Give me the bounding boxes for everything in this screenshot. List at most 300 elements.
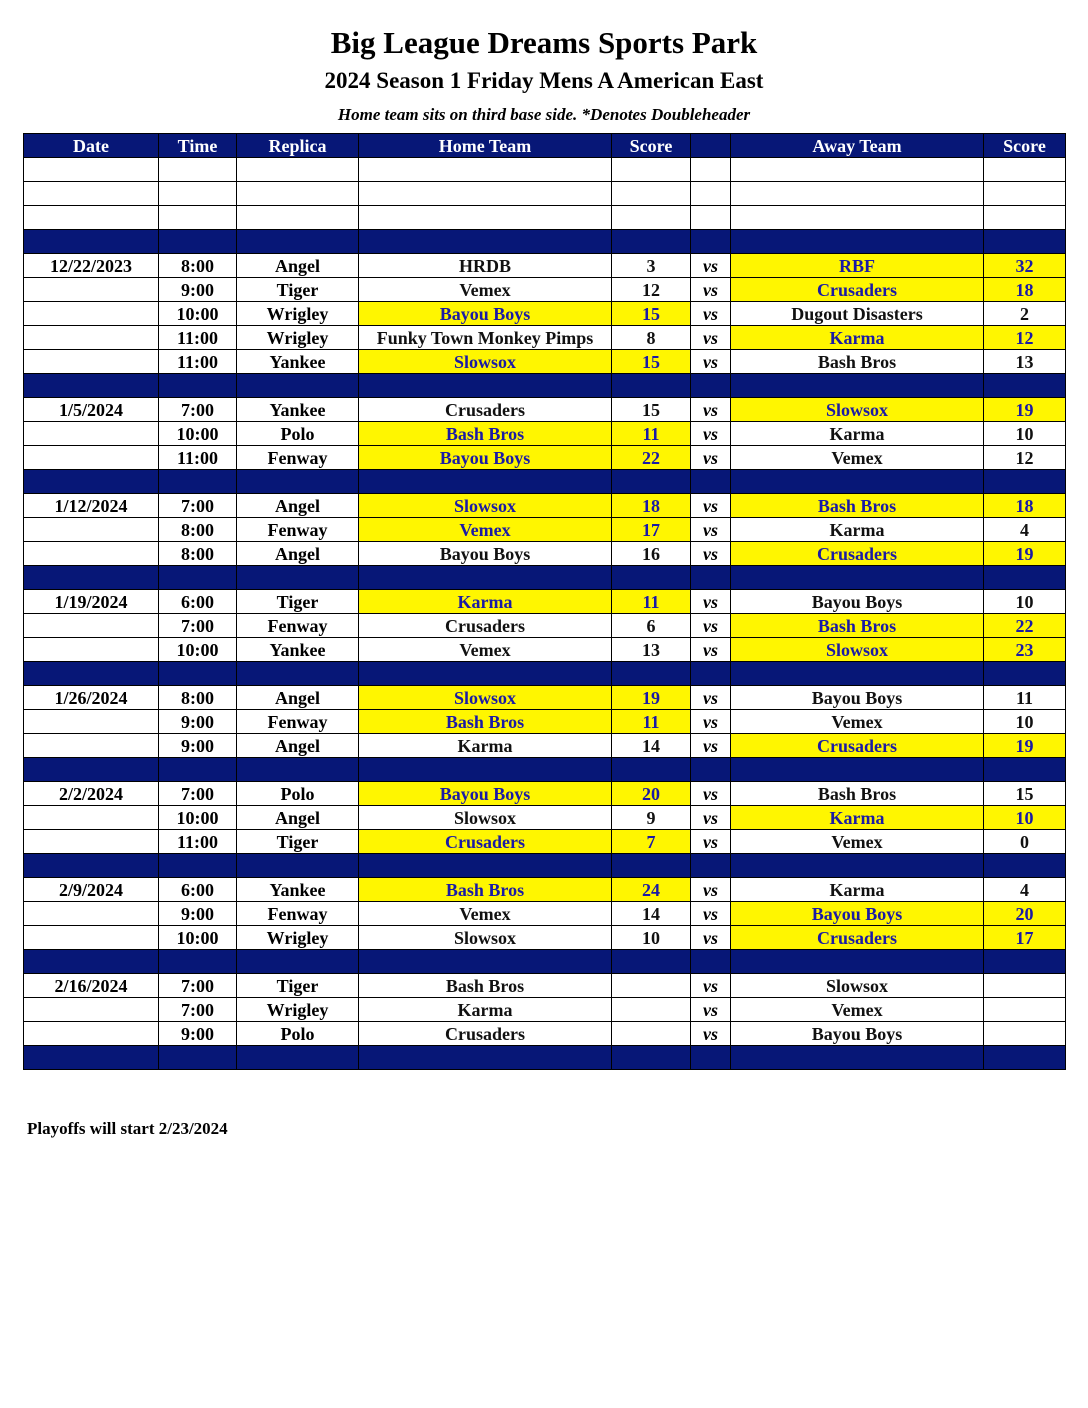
vs-label: vs	[691, 254, 731, 278]
game-replica-field: Fenway	[237, 710, 359, 734]
away-score: 19	[984, 734, 1066, 758]
home-score: 7	[612, 830, 691, 854]
home-score: 13	[612, 638, 691, 662]
empty-date-cell	[24, 710, 159, 734]
empty-cell	[159, 854, 237, 878]
home-score: 24	[612, 878, 691, 902]
empty-cell	[691, 950, 731, 974]
empty-cell	[359, 230, 612, 254]
vs-label: vs	[691, 638, 731, 662]
game-time: 6:00	[159, 878, 237, 902]
game-replica-field: Tiger	[237, 590, 359, 614]
empty-cell	[612, 662, 691, 686]
game-row	[24, 974, 1066, 998]
home-team: Bash Bros	[359, 710, 612, 734]
empty-cell	[24, 1046, 159, 1070]
empty-cell	[691, 230, 731, 254]
game-row	[24, 998, 1066, 1022]
empty-cell	[359, 566, 612, 590]
home-score: 15	[612, 398, 691, 422]
empty-date-cell	[24, 806, 159, 830]
empty-cell	[159, 1046, 237, 1070]
vs-label: vs	[691, 878, 731, 902]
game-row	[24, 686, 1066, 710]
vs-label: vs	[691, 422, 731, 446]
empty-cell	[691, 158, 731, 182]
empty-cell	[237, 662, 359, 686]
away-team: Karma	[731, 518, 984, 542]
away-team: Slowsox	[731, 398, 984, 422]
vs-label: vs	[691, 998, 731, 1022]
home-team: Bash Bros	[359, 974, 612, 998]
header-date: Date	[24, 134, 159, 158]
empty-date-cell	[24, 1022, 159, 1046]
away-team: Karma	[731, 806, 984, 830]
game-time: 7:00	[159, 494, 237, 518]
away-team: Slowsox	[731, 974, 984, 998]
header-replica: Replica	[237, 134, 359, 158]
vs-label: vs	[691, 926, 731, 950]
away-team: Crusaders	[731, 278, 984, 302]
empty-cell	[984, 158, 1066, 182]
away-score: 11	[984, 686, 1066, 710]
away-team: Karma	[731, 878, 984, 902]
game-time: 10:00	[159, 302, 237, 326]
empty-cell	[691, 758, 731, 782]
empty-cell	[984, 662, 1066, 686]
empty-cell	[984, 374, 1066, 398]
home-score: 9	[612, 806, 691, 830]
home-team: Slowsox	[359, 926, 612, 950]
empty-row	[24, 182, 1066, 206]
away-team: Vemex	[731, 830, 984, 854]
empty-cell	[24, 230, 159, 254]
home-team: Slowsox	[359, 350, 612, 374]
home-score: 22	[612, 446, 691, 470]
game-time: 7:00	[159, 782, 237, 806]
game-time: 8:00	[159, 518, 237, 542]
week-separator	[24, 566, 1066, 590]
game-row	[24, 1022, 1066, 1046]
empty-date-cell	[24, 998, 159, 1022]
empty-cell	[24, 182, 159, 206]
away-team: Dugout Disasters	[731, 302, 984, 326]
game-time: 9:00	[159, 902, 237, 926]
game-replica-field: Tiger	[237, 278, 359, 302]
game-replica-field: Tiger	[237, 974, 359, 998]
away-team: Bayou Boys	[731, 902, 984, 926]
empty-cell	[237, 470, 359, 494]
away-score: 10	[984, 422, 1066, 446]
home-score: 15	[612, 302, 691, 326]
empty-cell	[359, 470, 612, 494]
game-time: 11:00	[159, 350, 237, 374]
empty-cell	[24, 206, 159, 230]
game-replica-field: Angel	[237, 494, 359, 518]
game-time: 8:00	[159, 254, 237, 278]
empty-cell	[24, 566, 159, 590]
game-time: 11:00	[159, 326, 237, 350]
header-home-team: Home Team	[359, 134, 612, 158]
game-replica-field: Wrigley	[237, 926, 359, 950]
away-team: RBF	[731, 254, 984, 278]
empty-cell	[984, 950, 1066, 974]
away-score: 10	[984, 590, 1066, 614]
empty-cell	[24, 662, 159, 686]
home-score	[612, 998, 691, 1022]
page-subtitle: 2024 Season 1 Friday Mens A American East	[324, 68, 764, 93]
empty-cell	[159, 206, 237, 230]
empty-cell	[24, 950, 159, 974]
home-team: Bash Bros	[359, 422, 612, 446]
game-row	[24, 734, 1066, 758]
empty-cell	[984, 470, 1066, 494]
empty-cell	[731, 662, 984, 686]
home-team: Vemex	[359, 278, 612, 302]
empty-cell	[612, 158, 691, 182]
game-row	[24, 518, 1066, 542]
empty-cell	[24, 758, 159, 782]
empty-date-cell	[24, 614, 159, 638]
home-team: Crusaders	[359, 614, 612, 638]
home-score: 3	[612, 254, 691, 278]
game-time: 8:00	[159, 542, 237, 566]
empty-cell	[984, 854, 1066, 878]
vs-label: vs	[691, 806, 731, 830]
empty-date-cell	[24, 422, 159, 446]
away-score: 4	[984, 878, 1066, 902]
empty-cell	[612, 566, 691, 590]
game-replica-field: Fenway	[237, 614, 359, 638]
vs-label: vs	[691, 734, 731, 758]
empty-cell	[612, 854, 691, 878]
game-replica-field: Tiger	[237, 830, 359, 854]
game-row	[24, 638, 1066, 662]
game-replica-field: Angel	[237, 542, 359, 566]
game-date: 1/19/2024	[24, 590, 159, 614]
home-score: 11	[612, 590, 691, 614]
empty-cell	[984, 206, 1066, 230]
game-row	[24, 542, 1066, 566]
home-team: Bayou Boys	[359, 446, 612, 470]
vs-label: vs	[691, 302, 731, 326]
home-team: Karma	[359, 590, 612, 614]
empty-cell	[612, 374, 691, 398]
game-row	[24, 590, 1066, 614]
week-separator	[24, 230, 1066, 254]
empty-date-cell	[24, 830, 159, 854]
vs-label: vs	[691, 350, 731, 374]
empty-date-cell	[24, 326, 159, 350]
empty-cell	[731, 950, 984, 974]
game-date: 12/22/2023	[24, 254, 159, 278]
vs-label: vs	[691, 326, 731, 350]
away-team: Bayou Boys	[731, 686, 984, 710]
home-team: Vemex	[359, 902, 612, 926]
game-time: 9:00	[159, 278, 237, 302]
game-time: 10:00	[159, 638, 237, 662]
game-replica-field: Yankee	[237, 638, 359, 662]
empty-date-cell	[24, 350, 159, 374]
week-separator	[24, 470, 1066, 494]
empty-cell	[237, 854, 359, 878]
home-team: Crusaders	[359, 1022, 612, 1046]
empty-cell	[731, 182, 984, 206]
vs-label: vs	[691, 686, 731, 710]
home-team: Bayou Boys	[359, 542, 612, 566]
home-score: 12	[612, 278, 691, 302]
away-team: Bayou Boys	[731, 590, 984, 614]
header-away-score: Score	[984, 134, 1066, 158]
home-team: Karma	[359, 998, 612, 1022]
empty-cell	[984, 230, 1066, 254]
empty-cell	[612, 182, 691, 206]
game-replica-field: Angel	[237, 254, 359, 278]
game-time: 9:00	[159, 710, 237, 734]
empty-cell	[691, 182, 731, 206]
game-time: 7:00	[159, 398, 237, 422]
away-score: 19	[984, 398, 1066, 422]
empty-cell	[691, 854, 731, 878]
empty-cell	[691, 1046, 731, 1070]
home-team: Bash Bros	[359, 878, 612, 902]
empty-cell	[237, 758, 359, 782]
game-replica-field: Fenway	[237, 518, 359, 542]
vs-label: vs	[691, 614, 731, 638]
empty-cell	[359, 206, 612, 230]
home-score: 19	[612, 686, 691, 710]
empty-cell	[159, 158, 237, 182]
empty-cell	[159, 230, 237, 254]
empty-cell	[159, 950, 237, 974]
away-team: Bash Bros	[731, 350, 984, 374]
empty-cell	[159, 566, 237, 590]
vs-label: vs	[691, 782, 731, 806]
game-time: 8:00	[159, 686, 237, 710]
home-score: 15	[612, 350, 691, 374]
empty-date-cell	[24, 542, 159, 566]
schedule-table	[23, 133, 1066, 1070]
home-score: 10	[612, 926, 691, 950]
empty-date-cell	[24, 278, 159, 302]
game-row	[24, 902, 1066, 926]
header-vs	[691, 134, 731, 158]
away-score: 18	[984, 278, 1066, 302]
away-team: Crusaders	[731, 542, 984, 566]
game-row	[24, 422, 1066, 446]
game-replica-field: Wrigley	[237, 998, 359, 1022]
empty-cell	[159, 470, 237, 494]
home-team: Slowsox	[359, 494, 612, 518]
home-score: 8	[612, 326, 691, 350]
empty-row	[24, 158, 1066, 182]
empty-cell	[237, 566, 359, 590]
vs-label: vs	[691, 518, 731, 542]
away-score: 10	[984, 710, 1066, 734]
game-time: 9:00	[159, 1022, 237, 1046]
away-score	[984, 974, 1066, 998]
game-row	[24, 254, 1066, 278]
empty-cell	[731, 566, 984, 590]
game-time: 6:00	[159, 590, 237, 614]
away-score: 20	[984, 902, 1066, 926]
game-replica-field: Yankee	[237, 350, 359, 374]
away-team: Vemex	[731, 998, 984, 1022]
game-date: 2/16/2024	[24, 974, 159, 998]
game-row	[24, 926, 1066, 950]
empty-cell	[984, 182, 1066, 206]
away-score: 2	[984, 302, 1066, 326]
game-replica-field: Angel	[237, 806, 359, 830]
vs-label: vs	[691, 902, 731, 926]
empty-cell	[359, 1046, 612, 1070]
empty-cell	[731, 158, 984, 182]
empty-date-cell	[24, 734, 159, 758]
game-date: 1/12/2024	[24, 494, 159, 518]
home-team: HRDB	[359, 254, 612, 278]
empty-cell	[237, 1046, 359, 1070]
empty-cell	[159, 662, 237, 686]
empty-cell	[359, 950, 612, 974]
page-title: Big League Dreams Sports Park	[330, 25, 758, 60]
home-score: 11	[612, 422, 691, 446]
game-row	[24, 326, 1066, 350]
away-team: Bash Bros	[731, 494, 984, 518]
home-score: 6	[612, 614, 691, 638]
away-team: Vemex	[731, 446, 984, 470]
home-score: 14	[612, 734, 691, 758]
empty-cell	[731, 854, 984, 878]
game-replica-field: Wrigley	[237, 326, 359, 350]
empty-cell	[237, 230, 359, 254]
empty-cell	[359, 662, 612, 686]
game-time: 10:00	[159, 926, 237, 950]
empty-date-cell	[24, 518, 159, 542]
game-time: 10:00	[159, 806, 237, 830]
game-time: 7:00	[159, 998, 237, 1022]
vs-label: vs	[691, 494, 731, 518]
vs-label: vs	[691, 278, 731, 302]
home-score: 18	[612, 494, 691, 518]
empty-cell	[359, 854, 612, 878]
away-score: 12	[984, 326, 1066, 350]
away-score: 32	[984, 254, 1066, 278]
home-team: Funky Town Monkey Pimps	[359, 326, 612, 350]
game-row	[24, 350, 1066, 374]
game-replica-field: Angel	[237, 686, 359, 710]
game-row	[24, 494, 1066, 518]
empty-cell	[24, 470, 159, 494]
game-time: 9:00	[159, 734, 237, 758]
empty-cell	[984, 1046, 1066, 1070]
home-team: Slowsox	[359, 806, 612, 830]
empty-date-cell	[24, 302, 159, 326]
empty-cell	[612, 950, 691, 974]
playoffs-note: Playoffs will start 2/23/2024	[27, 1119, 228, 1138]
empty-cell	[731, 206, 984, 230]
empty-cell	[612, 470, 691, 494]
away-score: 23	[984, 638, 1066, 662]
vs-label: vs	[691, 974, 731, 998]
away-score	[984, 998, 1066, 1022]
home-team: Bayou Boys	[359, 302, 612, 326]
away-team: Bayou Boys	[731, 1022, 984, 1046]
home-score	[612, 974, 691, 998]
empty-date-cell	[24, 446, 159, 470]
schedule-body	[24, 158, 1066, 1070]
empty-cell	[159, 182, 237, 206]
game-time: 7:00	[159, 614, 237, 638]
game-replica-field: Fenway	[237, 446, 359, 470]
away-team: Karma	[731, 326, 984, 350]
game-replica-field: Yankee	[237, 878, 359, 902]
empty-cell	[984, 566, 1066, 590]
home-team: Crusaders	[359, 398, 612, 422]
empty-cell	[731, 230, 984, 254]
empty-cell	[612, 1046, 691, 1070]
empty-cell	[237, 206, 359, 230]
empty-cell	[984, 758, 1066, 782]
away-score: 17	[984, 926, 1066, 950]
home-team: Slowsox	[359, 686, 612, 710]
empty-cell	[24, 158, 159, 182]
home-score: 11	[612, 710, 691, 734]
empty-cell	[731, 374, 984, 398]
game-replica-field: Wrigley	[237, 302, 359, 326]
seating-note: Home team sits on third base side. *Denotes Doubleheader	[337, 105, 751, 124]
empty-cell	[691, 566, 731, 590]
empty-cell	[731, 1046, 984, 1070]
game-row	[24, 878, 1066, 902]
game-row	[24, 302, 1066, 326]
home-score: 17	[612, 518, 691, 542]
empty-cell	[731, 758, 984, 782]
empty-cell	[237, 182, 359, 206]
away-team: Slowsox	[731, 638, 984, 662]
game-replica-field: Polo	[237, 422, 359, 446]
empty-cell	[612, 230, 691, 254]
game-row	[24, 398, 1066, 422]
empty-cell	[691, 662, 731, 686]
away-score: 4	[984, 518, 1066, 542]
home-score	[612, 1022, 691, 1046]
game-time: 11:00	[159, 446, 237, 470]
vs-label: vs	[691, 398, 731, 422]
empty-cell	[612, 206, 691, 230]
empty-cell	[731, 470, 984, 494]
game-row	[24, 446, 1066, 470]
away-score: 18	[984, 494, 1066, 518]
empty-cell	[24, 374, 159, 398]
game-row	[24, 782, 1066, 806]
game-time: 10:00	[159, 422, 237, 446]
home-team: Bayou Boys	[359, 782, 612, 806]
game-date: 1/5/2024	[24, 398, 159, 422]
home-team: Karma	[359, 734, 612, 758]
away-score: 13	[984, 350, 1066, 374]
away-score: 12	[984, 446, 1066, 470]
header-time: Time	[159, 134, 237, 158]
empty-date-cell	[24, 638, 159, 662]
empty-cell	[612, 758, 691, 782]
away-score: 10	[984, 806, 1066, 830]
week-separator	[24, 374, 1066, 398]
game-row	[24, 278, 1066, 302]
empty-cell	[237, 158, 359, 182]
week-separator	[24, 662, 1066, 686]
week-separator	[24, 1046, 1066, 1070]
home-score: 14	[612, 902, 691, 926]
